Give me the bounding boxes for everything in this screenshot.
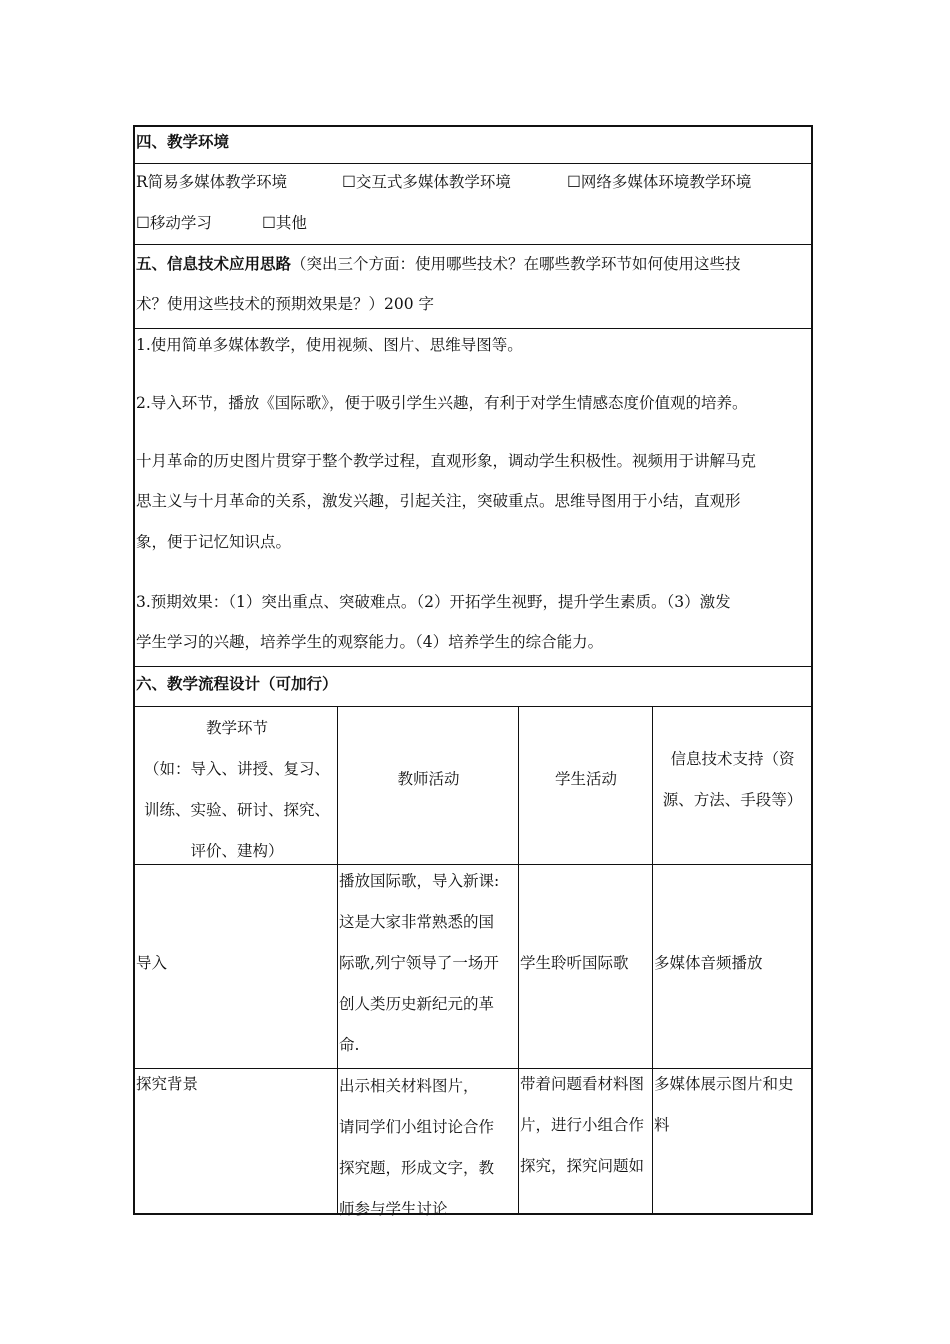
env-option-simple: R简易多媒体教学环境	[136, 173, 288, 191]
row-1-teacher	[339, 861, 519, 1066]
row-1-teacher-line: 播放国际歌，导入新课:	[339, 872, 500, 890]
header-student: 学生活动	[554, 770, 617, 788]
row-1-student: 学生聆听国际歌	[520, 954, 629, 972]
header-stage	[137, 708, 337, 872]
env-option-interactive: ☐交互式多媒体教学环境	[342, 173, 511, 191]
idea-paragraph-3-line-3: 象，便于记忆知识点。	[136, 533, 292, 551]
idea-paragraph-3-line-2: 思主义与十月革命的关系，激发兴趣，引起关注，突破重点。思维导图用于小结，直观形	[136, 492, 741, 510]
row-2-student-line: 带着问题看材料图	[520, 1075, 645, 1093]
section-5-desc-1: （突出三个方面：使用哪些技术？在哪些教学环节如何使用这些技	[291, 255, 741, 273]
row-2-teacher-line: 师参与学生讨论	[339, 1200, 448, 1218]
row-2-teacher-line: 探究题，形成文字，教	[339, 1159, 495, 1177]
row-2-teacher-line: 请同学们小组讨论合作	[339, 1118, 495, 1136]
header-it-line: 信息技术支持（资	[670, 750, 795, 768]
row-1-teacher-line: 命.	[339, 1036, 360, 1054]
header-stage-line: 评价、建构）	[190, 842, 284, 860]
section-5-heading: 五、信息技术应用思路	[136, 254, 292, 273]
idea-paragraph-3-line-1: 十月革命的历史图片贯穿于整个教学过程，直观形象，调动学生积极性。视频用于讲解马克	[136, 452, 757, 470]
header-stage-line: （如：导入、讲授、复习、	[143, 760, 330, 778]
header-it-line: 源、方法、手段等）	[662, 791, 803, 809]
env-option-other: ☐其他	[262, 214, 307, 232]
row-2-it-line: 料	[654, 1116, 670, 1134]
row-1-stage: 导入	[136, 954, 168, 972]
row-1-teacher-line: 这是大家非常熟悉的国	[339, 913, 495, 931]
column-divider	[337, 706, 338, 1215]
row-divider	[135, 163, 811, 164]
row-2-teacher	[339, 1066, 519, 1230]
section-6-heading: 六、教学流程设计（可加行）	[136, 674, 338, 693]
row-divider	[135, 666, 811, 667]
row-2-student-line: 探究，探究问题如	[520, 1157, 645, 1175]
row-2-it-line: 多媒体展示图片和史	[654, 1075, 794, 1093]
row-divider	[135, 328, 811, 329]
row-1-teacher-line: 际歌,列宁领导了一场开	[339, 954, 499, 972]
idea-paragraph-4-line-2: 学生学习的兴趣，培养学生的观察能力。（4）培养学生的综合能力。	[136, 633, 604, 651]
row-1-teacher-line: 创人类历史新纪元的革	[339, 995, 495, 1013]
idea-paragraph-4-line-1: 3.预期效果：（1）突出重点、突破难点。（2）开拓学生视野，提升学生素质。（3）激发	[136, 593, 731, 611]
header-stage-line: 训练、实验、研讨、探究、	[143, 801, 330, 819]
row-2-it-support	[654, 1064, 814, 1146]
header-it-support	[654, 739, 811, 821]
row-2-teacher-line: 出示相关材料图片，	[339, 1077, 479, 1095]
row-2-student	[520, 1064, 660, 1187]
env-option-network: ☐网络多媒体环境教学环境	[567, 173, 752, 191]
section-4-heading: 四、教学环境	[136, 132, 230, 151]
row-divider	[135, 244, 811, 245]
idea-paragraph-1: 1.使用简单多媒体教学，使用视频、图片、思维导图等。	[136, 336, 523, 354]
idea-paragraph-2: 2.导入环节，播放《国际歌》，便于吸引学生兴趣，有利于对学生情感态度价值观的培养。	[136, 394, 748, 412]
env-option-mobile: ☐移动学习	[136, 214, 212, 232]
header-teacher: 教师活动	[397, 770, 460, 788]
lesson-plan-table	[133, 125, 813, 1218]
section-5-desc-2: 术？使用这些技术的预期效果是？）200 字	[136, 295, 435, 313]
row-1-it-support: 多媒体音频播放	[654, 954, 763, 972]
row-2-student-line: 片，进行小组合作	[520, 1116, 645, 1134]
row-divider	[135, 706, 811, 707]
section-5-title-line	[136, 254, 741, 274]
row-2-stage: 探究背景	[136, 1075, 199, 1093]
header-stage-line: 教学环节	[205, 719, 268, 737]
